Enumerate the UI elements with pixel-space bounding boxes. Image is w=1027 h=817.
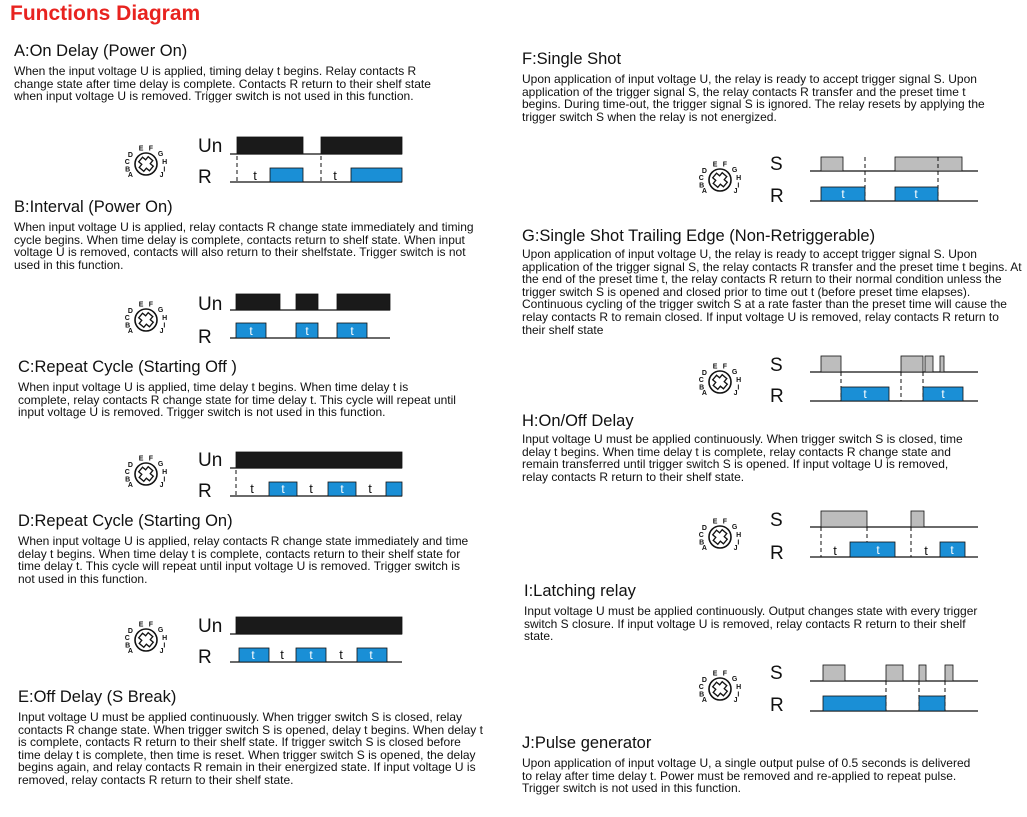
label-r: R bbox=[770, 186, 784, 207]
dial-letter: I bbox=[737, 384, 740, 392]
section-c bbox=[18, 358, 458, 419]
dial-letter: E bbox=[712, 670, 718, 678]
relay-active-bar bbox=[823, 696, 886, 711]
dial-letter: D bbox=[127, 628, 133, 636]
label-s: S bbox=[770, 663, 783, 684]
dial-letter: J bbox=[159, 327, 164, 335]
dial-letter: E bbox=[712, 363, 718, 371]
dial-icon bbox=[125, 302, 167, 335]
dial-icon bbox=[699, 364, 741, 397]
label-r: R bbox=[770, 543, 784, 564]
dial-letter: G bbox=[157, 151, 164, 159]
dial-letter: B bbox=[699, 384, 705, 392]
diagram-i bbox=[690, 657, 990, 719]
dial-letter: H bbox=[162, 315, 168, 323]
dial-letter: H bbox=[736, 684, 742, 692]
t-label: t bbox=[369, 648, 373, 662]
dial-letter: E bbox=[138, 145, 144, 153]
dial-letter: G bbox=[157, 307, 164, 315]
section-a bbox=[14, 42, 454, 103]
dial-letter: G bbox=[731, 369, 738, 377]
dial-letter: B bbox=[125, 166, 131, 174]
dial-letter: F bbox=[148, 301, 154, 309]
dial-letter: A bbox=[127, 171, 133, 179]
t-label: t bbox=[368, 481, 372, 496]
dial-letter: J bbox=[159, 171, 164, 179]
section-i-heading: I:Latching relay bbox=[524, 582, 636, 600]
label-un: Un bbox=[198, 136, 223, 157]
dial-icon bbox=[699, 162, 741, 195]
t-label: t bbox=[250, 481, 254, 496]
diagram-b bbox=[112, 288, 402, 350]
label-r: R bbox=[770, 386, 784, 407]
diagram-a bbox=[112, 128, 412, 190]
t-label: t bbox=[833, 543, 837, 558]
t-label: t bbox=[305, 324, 309, 338]
dial-letter: F bbox=[148, 145, 154, 153]
dial-letter: H bbox=[162, 469, 168, 477]
dial-letter: B bbox=[125, 642, 131, 650]
diagram-d bbox=[112, 608, 412, 670]
dial-letter: I bbox=[737, 691, 740, 699]
diagram-c bbox=[112, 446, 412, 504]
dial-letter: A bbox=[127, 481, 133, 489]
relay-active-bar bbox=[919, 696, 945, 711]
dial-letter: I bbox=[163, 476, 166, 484]
dial-letter: G bbox=[157, 627, 164, 635]
power-on-bar bbox=[337, 294, 390, 310]
dial-letter: B bbox=[125, 322, 131, 330]
t-label: t bbox=[249, 324, 253, 338]
dial-letter: D bbox=[127, 462, 133, 470]
t-label: t bbox=[863, 387, 867, 401]
relay-active-bar bbox=[850, 542, 895, 557]
section-d-text: When input voltage U is applied, relay contacts R change state immediately and time delay t begins. When time delay t is complete, contacts return to their shelf state for time delay t. This cycle will repeat until input voltage U is removed. Trigger switch is not used in this function. bbox=[18, 534, 469, 586]
dial-letter: J bbox=[733, 187, 738, 195]
dial-letter: D bbox=[127, 152, 133, 160]
section-e bbox=[18, 688, 486, 787]
dial-letter: D bbox=[127, 308, 133, 316]
diagram-h bbox=[690, 505, 990, 567]
t-label: t bbox=[941, 387, 945, 401]
section-j-heading: J:Pulse generator bbox=[522, 734, 652, 752]
dial-letter: I bbox=[163, 642, 166, 650]
dial-letter: G bbox=[731, 524, 738, 532]
dial-letter: E bbox=[138, 455, 144, 463]
dial-letter: G bbox=[731, 167, 738, 175]
trigger-pulse bbox=[823, 665, 845, 681]
dial-letter: J bbox=[159, 481, 164, 489]
trigger-pulse bbox=[911, 511, 924, 527]
section-g bbox=[522, 227, 1022, 336]
dial-letter: F bbox=[148, 455, 154, 463]
t-label: t bbox=[914, 187, 918, 201]
dial-letter: E bbox=[138, 621, 144, 629]
label-un: Un bbox=[198, 294, 223, 315]
section-b-text: When input voltage U is applied, relay contacts R change state immediately and timing cycle begins. When time delay is complete, contacts return to shelf state. When input voltage U is removed, contacts will also return to their shelfstate. Trigger switch is not used in this function. bbox=[14, 220, 474, 272]
dial-letter: F bbox=[722, 363, 728, 371]
t-label: t bbox=[924, 543, 928, 558]
section-f-heading: F:Single Shot bbox=[522, 50, 622, 68]
dial-letter: A bbox=[701, 389, 707, 397]
relay-active-bar bbox=[351, 168, 402, 182]
section-h-heading: H:On/Off Delay bbox=[522, 412, 634, 430]
dial-letter: C bbox=[124, 159, 130, 167]
section-e-heading: E:Off Delay (S Break) bbox=[18, 688, 177, 706]
dial-letter: E bbox=[138, 301, 144, 309]
t-label: t bbox=[350, 324, 354, 338]
label-r: R bbox=[770, 695, 784, 716]
dial-letter: I bbox=[163, 322, 166, 330]
label-r: R bbox=[198, 481, 212, 502]
label-r: R bbox=[198, 167, 212, 188]
dial-letter: B bbox=[699, 691, 705, 699]
trigger-pulse bbox=[821, 157, 843, 171]
dial-icon bbox=[125, 456, 167, 489]
dial-letter: C bbox=[124, 469, 130, 477]
t-label: t bbox=[253, 168, 257, 183]
t-label: t bbox=[309, 648, 313, 662]
section-c-text: When input voltage U is applied, time delay t begins. When time delay t is complete, relay contacts R change state for time delay t. This cycle will repeat until input voltage U is removed. Trigger switch is not used in this function. bbox=[18, 380, 456, 420]
label-r: R bbox=[198, 327, 212, 348]
dial-letter: C bbox=[124, 635, 130, 643]
dial-letter: D bbox=[701, 168, 707, 176]
power-on-bar bbox=[236, 452, 402, 468]
power-on-bar bbox=[236, 617, 402, 634]
t-label: t bbox=[950, 543, 954, 557]
dial-icon bbox=[125, 622, 167, 655]
label-un: Un bbox=[198, 616, 223, 637]
dial-letter: J bbox=[159, 647, 164, 655]
dial-letter: C bbox=[698, 532, 704, 540]
dial-letter: J bbox=[733, 389, 738, 397]
trigger-pulse bbox=[945, 665, 953, 681]
dial-letter: G bbox=[731, 676, 738, 684]
trigger-pulse bbox=[895, 157, 962, 171]
trigger-pulse bbox=[940, 356, 944, 372]
label-r: R bbox=[198, 647, 212, 668]
diagram-f bbox=[690, 150, 990, 210]
relay-active-bar bbox=[270, 168, 303, 182]
dial-letter: E bbox=[712, 518, 718, 526]
section-j-text: Upon application of input voltage U, a single output pulse of 0.5 seconds is delivered to relay after time delay t. Power must be removed and re-applied to repeat pulse. Trigger switch is not used in this function. bbox=[522, 756, 971, 796]
dial-letter: I bbox=[163, 166, 166, 174]
dial-letter: B bbox=[699, 539, 705, 547]
label-un: Un bbox=[198, 450, 223, 471]
t-label: t bbox=[340, 482, 344, 496]
dial-letter: A bbox=[127, 327, 133, 335]
section-d-heading: D:Repeat Cycle (Starting On) bbox=[18, 512, 233, 530]
t-label: t bbox=[251, 648, 255, 662]
section-c-heading: C:Repeat Cycle (Starting Off ) bbox=[18, 358, 237, 376]
dial-letter: B bbox=[699, 182, 705, 190]
dial-letter: J bbox=[733, 696, 738, 704]
section-g-heading: G:Single Shot Trailing Edge (Non-Retriggerable) bbox=[522, 227, 876, 245]
dial-letter: D bbox=[701, 525, 707, 533]
section-b-heading: B:Interval (Power On) bbox=[14, 198, 173, 216]
trigger-pulse bbox=[919, 665, 926, 681]
section-f bbox=[522, 50, 1002, 123]
section-a-text: When the input voltage U is applied, timing delay t begins. Relay contacts R change state after time delay is complete. Contacts R return to their shelf state when input voltage U is removed. Trigger switch is not used in this function. bbox=[14, 64, 431, 104]
dial-letter: I bbox=[737, 539, 740, 547]
power-on-bar bbox=[236, 294, 280, 310]
section-j bbox=[522, 734, 982, 795]
dial-letter: F bbox=[722, 518, 728, 526]
dial-letter: C bbox=[698, 684, 704, 692]
dial-letter: H bbox=[736, 175, 742, 183]
dial-letter: D bbox=[701, 370, 707, 378]
t-label: t bbox=[339, 647, 343, 662]
dial-letter: H bbox=[736, 532, 742, 540]
dial-icon bbox=[125, 146, 167, 179]
power-on-bar bbox=[321, 137, 402, 154]
t-label: t bbox=[876, 543, 880, 557]
section-a-heading: A:On Delay (Power On) bbox=[14, 42, 188, 60]
dial-letter: C bbox=[698, 377, 704, 385]
trigger-pulse bbox=[886, 665, 903, 681]
dial-icon bbox=[699, 671, 741, 704]
dial-letter: G bbox=[157, 461, 164, 469]
dial-letter: H bbox=[162, 635, 168, 643]
dial-letter: F bbox=[148, 621, 154, 629]
section-f-text: Upon application of input voltage U, the relay is ready to accept trigger signal S. Upon application of the trigger signal S, the relay contacts R transfer and the preset time t begins. During time-out, the trigger signal S is ignored. The relay resets by applying the trigger switch S when the relay is not energized. bbox=[522, 72, 985, 124]
dial-letter: A bbox=[701, 696, 707, 704]
section-b bbox=[14, 198, 486, 271]
section-h bbox=[522, 412, 977, 483]
dial-letter: C bbox=[698, 175, 704, 183]
trigger-pulse bbox=[901, 356, 923, 372]
dial-letter: E bbox=[712, 161, 718, 169]
section-g-text: Upon application of input voltage U, the relay is ready to accept trigger signal S. Upon application of the trigger signal S, the relay contacts R transfer and the preset time t begins. At the end of the preset time t, the relay contacts R return to their normal condition unless the trigger switch S is opened and closed prior to time out t (before preset time elapses). Continuous cycling of the trigger switch S at a rate faster than the preset time will cause the relay contacts R to remain closed. If input voltage U is removed, relay contacts R return to their shelf state bbox=[522, 247, 1022, 337]
section-d bbox=[18, 512, 473, 585]
dial-letter: A bbox=[701, 187, 707, 195]
label-s: S bbox=[770, 154, 783, 175]
dial-letter: F bbox=[722, 161, 728, 169]
diagram-g bbox=[690, 350, 990, 410]
section-h-text: Input voltage U must be applied continuously. When trigger switch S is closed, time delay t begins. When time delay t is complete, relay contacts R change state and remain transferred until trigger switch S is opened. If input voltage U is removed, relay contacts R return to their shelf state. bbox=[522, 432, 963, 484]
t-label: t bbox=[309, 481, 313, 496]
section-e-text: Input voltage U must be applied continuously. When trigger switch S is closed, relay contacts R change state. When trigger switch S is opened, delay t begins. When delay t is complete, contacts R return to their shelf state. If trigger switch S is closed before time delay t is complete, then time is reset. When trigger switch S is opened, the delay begins again, and relay contacts R remain in their energized state. If input voltage U is removed, relay contacts R return to their shelf state. bbox=[18, 710, 483, 787]
dial-letter: A bbox=[127, 647, 133, 655]
dial-letter: B bbox=[125, 476, 131, 484]
section-i-text: Input voltage U must be applied continuously. Output changes state with every trigger switch S closure. If input voltage U is removed, relay contacts R return to their shelf state. bbox=[524, 604, 978, 644]
dial-letter: A bbox=[701, 544, 707, 552]
relay-active-bar bbox=[386, 482, 402, 496]
trigger-pulse bbox=[821, 511, 867, 527]
dial-letter: F bbox=[722, 670, 728, 678]
page-title: Functions Diagram bbox=[10, 2, 201, 25]
dial-letter: J bbox=[733, 544, 738, 552]
dial-letter: I bbox=[737, 182, 740, 190]
trigger-pulse bbox=[925, 356, 933, 372]
t-label: t bbox=[333, 168, 337, 183]
t-label: t bbox=[280, 647, 284, 662]
dial-letter: H bbox=[736, 377, 742, 385]
trigger-pulse bbox=[821, 356, 841, 372]
label-s: S bbox=[770, 355, 783, 376]
label-s: S bbox=[770, 510, 783, 531]
dial-letter: C bbox=[124, 315, 130, 323]
power-on-bar bbox=[296, 294, 318, 310]
section-i bbox=[524, 582, 984, 643]
dial-letter: H bbox=[162, 159, 168, 167]
dial-letter: D bbox=[701, 677, 707, 685]
power-on-bar bbox=[237, 137, 303, 154]
t-label: t bbox=[841, 187, 845, 201]
t-label: t bbox=[281, 482, 285, 496]
dial-icon bbox=[699, 519, 741, 552]
